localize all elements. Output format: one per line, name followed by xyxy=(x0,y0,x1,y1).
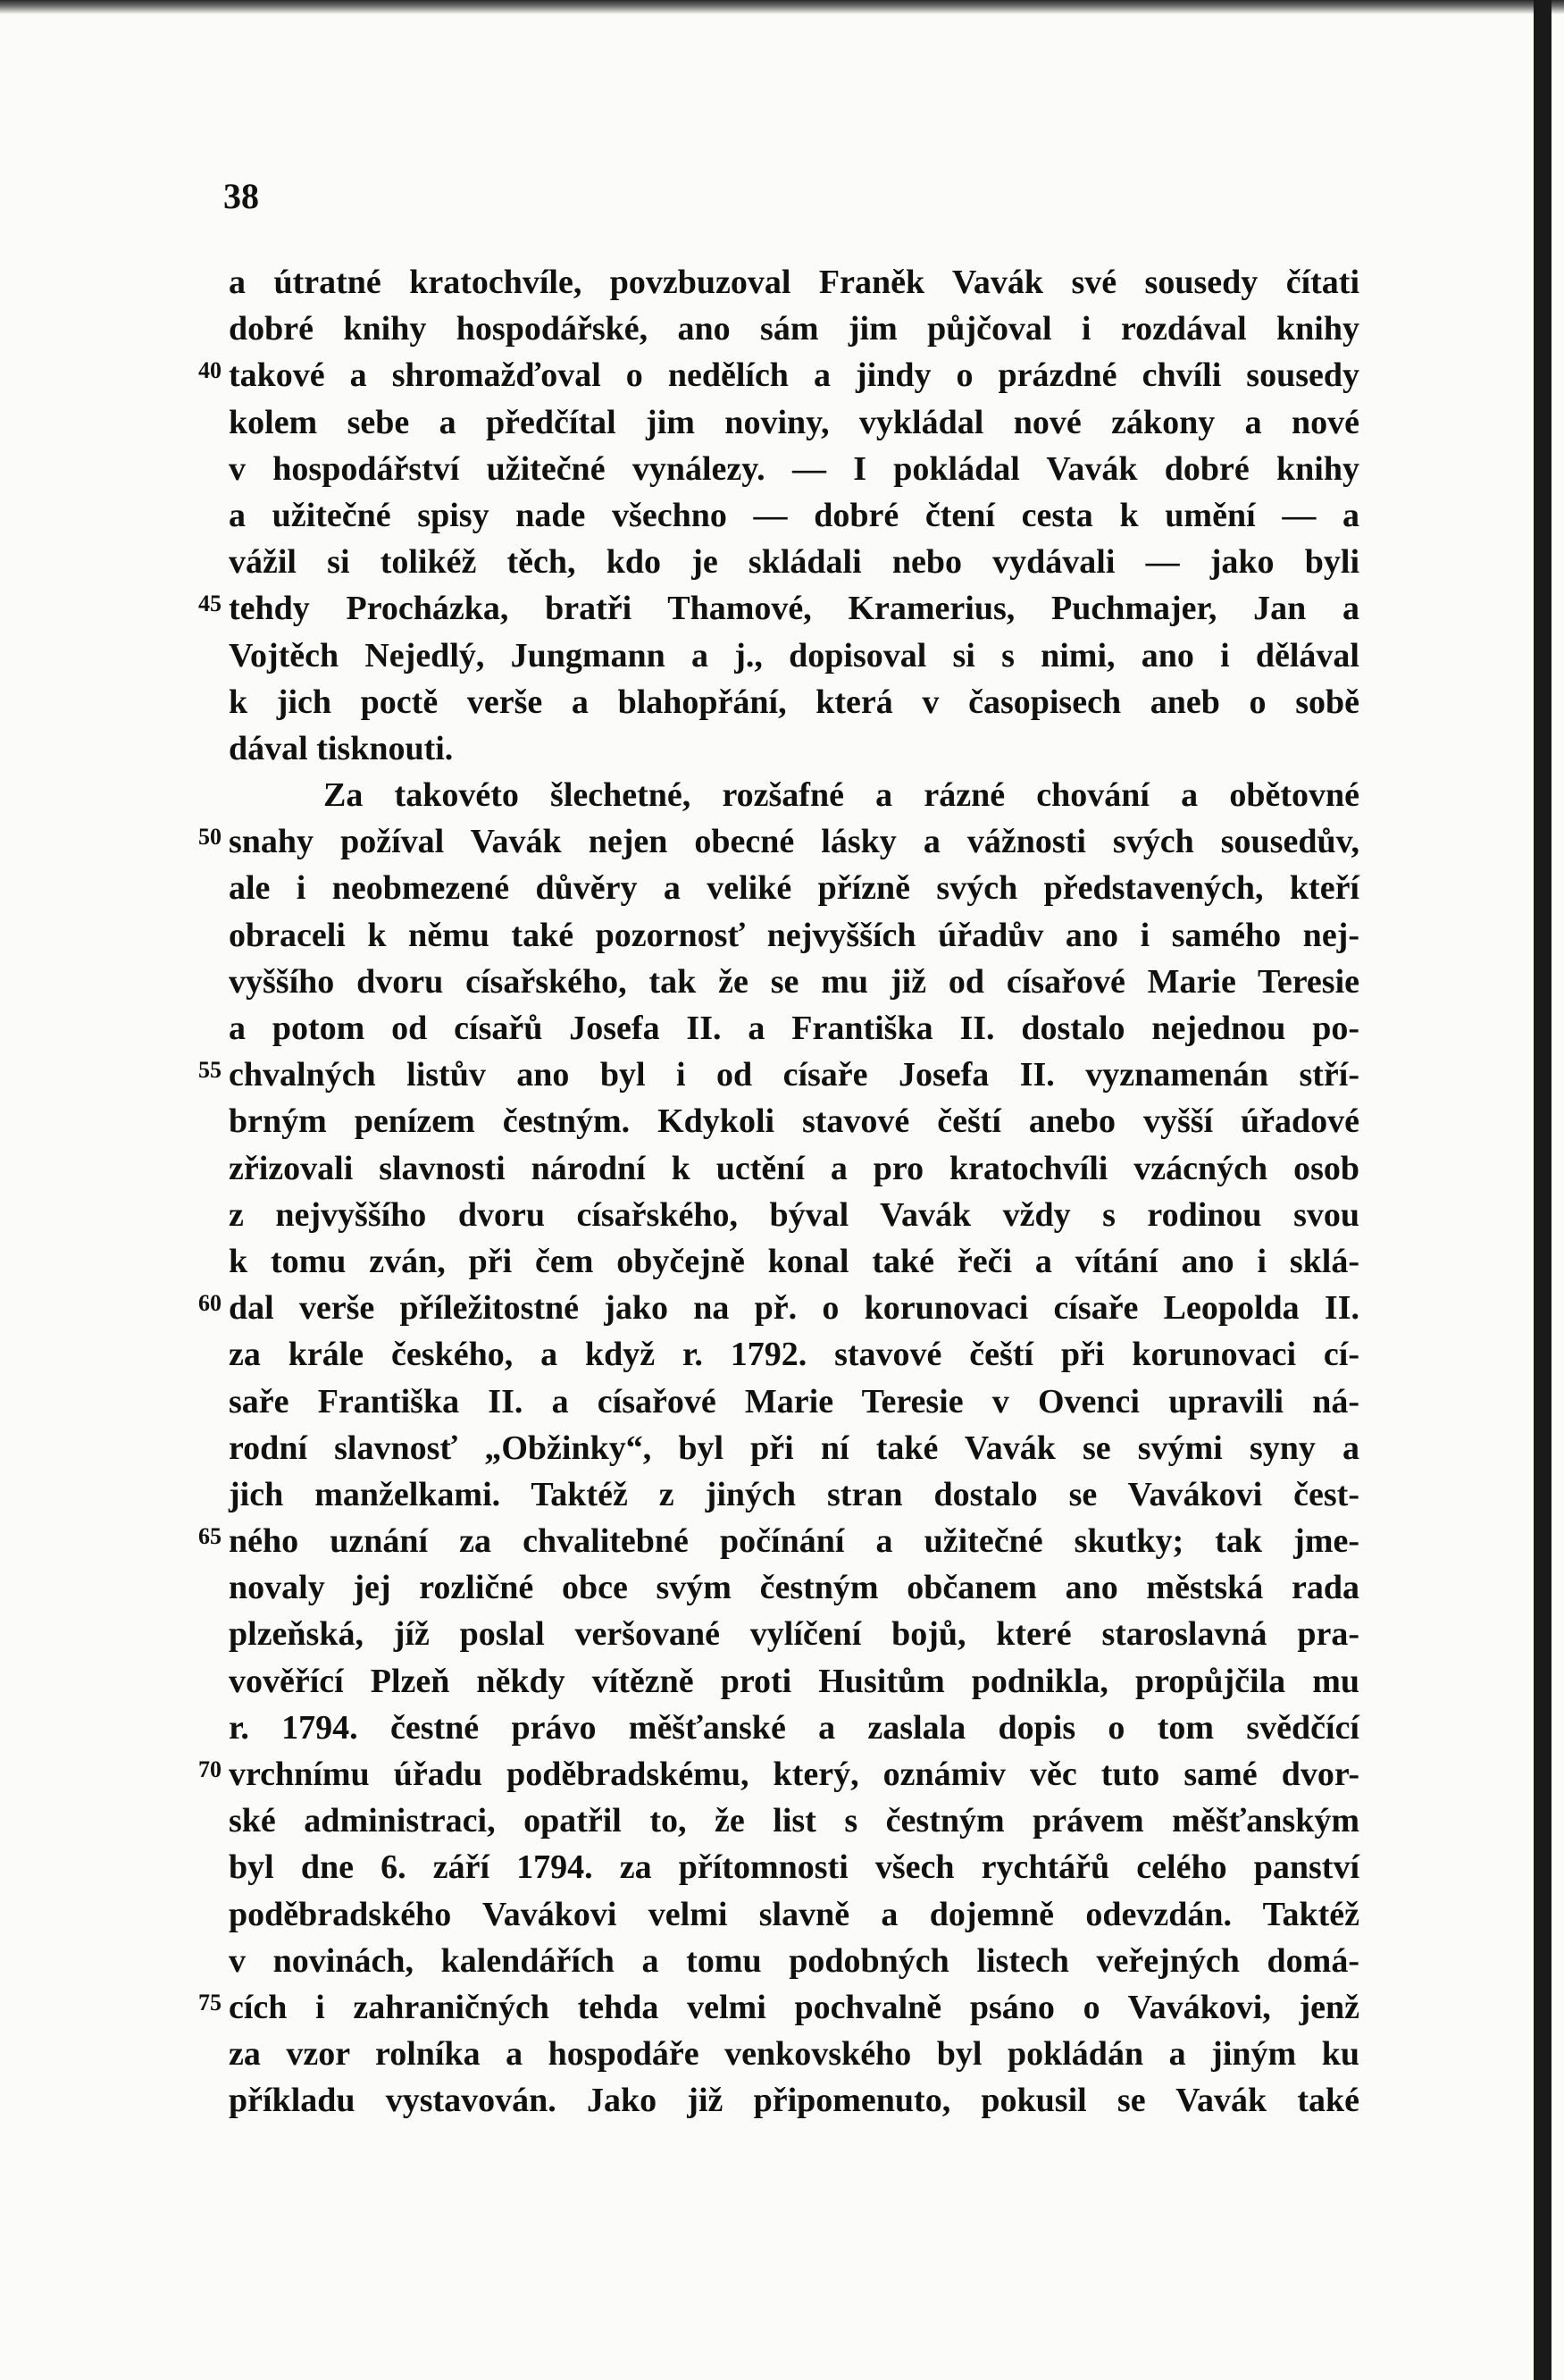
text-line xyxy=(229,772,1359,818)
line-number: 70 xyxy=(198,1756,222,1782)
line-text: tehdy Procházka, bratři Thamové, Kramerius, Puchmajer, Jan a xyxy=(229,590,1359,628)
line-text: vážil si tolikéž těch, kdo je skládali nebo vydávali — jako byli xyxy=(229,543,1359,582)
page-number: 38 xyxy=(223,176,259,216)
line-text: Vojtěch Nejedlý, Jungmann a j., dopisoval si s nimi, ano i dělával xyxy=(229,636,1359,675)
line-text: byl dne 6. září 1794. za přítomnosti všech rychtářů celého panství xyxy=(229,1848,1359,1887)
text-line xyxy=(229,1005,1359,1052)
text-line xyxy=(229,539,1359,585)
text-line xyxy=(198,352,1359,398)
line-text: k tomu zván, při čem obyčejně konal také řeči a vítání ano i sklá- xyxy=(229,1242,1359,1280)
text-line xyxy=(229,1705,1359,1751)
line-text: k jich poctě verše a blahopřání, která v časopisech aneb o sobě xyxy=(229,683,1359,721)
line-text: kolem sebe a předčítal jim noviny, vykládal nové zákony a nové xyxy=(229,403,1359,441)
line-text: dal verše příležitostné jako na př. o korunovaci císaře Leopolda II. xyxy=(229,1289,1359,1328)
line-number: 65 xyxy=(198,1523,222,1550)
text-line xyxy=(229,1938,1359,1984)
text-line xyxy=(229,1192,1359,1238)
text-line xyxy=(229,1611,1359,1657)
line-text: ného uznání za chvalitebné počínání a užitečné skutky; tak jme- xyxy=(229,1522,1359,1561)
line-text: cích i zahraničných tehda velmi pochvalně psáno o Vavákovi, jenž xyxy=(229,1988,1359,2026)
line-text: za vzor rolníka a hospodáře venkovského byl pokládán a jiným ku xyxy=(229,2035,1359,2074)
text-line xyxy=(229,1425,1359,1471)
line-number: 45 xyxy=(198,591,222,617)
line-text: za krále českého, a když r. 1792. stavové čeští při korunovaci cí- xyxy=(229,1336,1359,1374)
text-line xyxy=(229,1564,1359,1611)
text-line xyxy=(229,1145,1359,1192)
text-line xyxy=(229,1098,1359,1144)
scan-right-edge xyxy=(1534,0,1551,2380)
line-text: rodní slavnosť „Obžinky“, byl při ní také Vavák se svými syny a xyxy=(229,1429,1359,1467)
text-line xyxy=(198,1984,1359,2031)
text-line xyxy=(229,1844,1359,1890)
text-line xyxy=(229,2077,1359,2124)
line-text: jich manželkami. Taktéž z jiných stran dostalo se Vavákovi čest- xyxy=(229,1475,1359,1513)
text-line xyxy=(229,399,1359,446)
line-text: dobré knihy hospodářské, ano sám jim půjčoval i rozdával knihy xyxy=(229,310,1359,348)
line-text: v hospodářství užitečné vynálezy. — I pokládal Vavák dobré knihy xyxy=(229,449,1359,488)
line-text: plzeňská, jíž poslal veršované vylíčení bojů, které staroslavná pra- xyxy=(229,1615,1359,1654)
text-line xyxy=(229,446,1359,492)
line-text: novaly jej rozličné obce svým čestným občanem ano městská rada xyxy=(229,1569,1359,1607)
line-text: Za takovéto šlechetné, rozšafné a rázné chování a obětovné xyxy=(323,776,1359,815)
line-number: 75 xyxy=(198,1989,222,2015)
scan-top-edge xyxy=(0,0,1564,14)
text-line xyxy=(229,912,1359,959)
text-line xyxy=(229,679,1359,725)
text-line xyxy=(198,818,1359,865)
text-line xyxy=(229,1471,1359,1518)
text-line xyxy=(229,259,1359,306)
text-line xyxy=(198,1285,1359,1331)
line-text: vrchnímu úřadu poděbradskému, který, oznámiv věc tuto samé dvor- xyxy=(229,1756,1359,1793)
line-text: brným penízem čestným. Kdykoli stavové čeští anebo vyšší úřadové xyxy=(229,1102,1359,1141)
line-text: r. 1794. čestné právo měšťanské a zaslala dopis o tom svědčící xyxy=(229,1708,1359,1747)
text-line xyxy=(229,865,1359,911)
line-text: zřizovali slavnosti národní k uctění a pro kratochvíli vzácných osob xyxy=(229,1149,1359,1187)
text-line xyxy=(229,725,1359,772)
text-line xyxy=(229,1238,1359,1285)
text-line xyxy=(198,1751,1359,1798)
line-text: chvalných listův ano byl i od císaře Josefa II. vyznamenán stří- xyxy=(229,1056,1359,1094)
text-line xyxy=(229,1798,1359,1844)
line-text: poděbradského Vavákovi velmi slavně a dojemně odevzdán. Taktéž xyxy=(229,1895,1359,1933)
line-text: ské administraci, opatřil to, že list s čestným právem měšťanským xyxy=(229,1802,1359,1840)
text-line xyxy=(229,959,1359,1005)
line-text: saře Františka II. a císařové Marie Teresie v Ovenci upravili ná- xyxy=(229,1382,1359,1420)
line-number: 40 xyxy=(198,357,222,384)
text-line xyxy=(198,1518,1359,1564)
line-number: 50 xyxy=(198,824,222,851)
line-text: dával tisknouti. xyxy=(229,729,454,767)
line-text: z nejvyššího dvoru císařského, býval Vavák vždy s rodinou svou xyxy=(229,1195,1359,1234)
text-line xyxy=(229,633,1359,679)
line-text: příkladu vystavován. Jako již připomenuto, pokusil se Vavák také xyxy=(229,2082,1359,2120)
line-text: ale i neobmezené důvěry a veliké přízně svých představených, kteří xyxy=(229,869,1359,908)
text-line xyxy=(229,2031,1359,2077)
line-number: 60 xyxy=(198,1290,222,1317)
text-line xyxy=(198,585,1359,632)
line-text: vyššího dvoru císařského, tak že se mu již od císařové Marie Teresie xyxy=(229,962,1359,1001)
line-text: vověřící Plzeň někdy vítězně proti Husitům podnikla, propůjčila mu xyxy=(229,1662,1359,1700)
line-text: takové a shromažďoval o nedělích a jindy o prázdné chvíli sousedy xyxy=(229,356,1359,395)
text-line xyxy=(229,492,1359,539)
text-line xyxy=(229,1658,1359,1705)
line-text: v novinách, kalendářích a tomu podobných listech veřejných domá- xyxy=(229,1941,1359,1980)
text-line xyxy=(229,1331,1359,1378)
line-text: a užitečné spisy nade všechno — dobré čtení cesta k umění — a xyxy=(229,496,1359,534)
text-line xyxy=(198,1052,1359,1098)
text-line xyxy=(229,1891,1359,1938)
line-text: a potom od císařů Josefa II. a Františka II. dostalo nejednou po- xyxy=(229,1010,1359,1047)
line-text: a útratné kratochvíle, povzbuzoval Franěk Vavák své sousedy čítati xyxy=(229,264,1359,301)
text-line xyxy=(229,1379,1359,1425)
line-text: snahy požíval Vavák nejen obecné lásky a vážnosti svých sousedův, xyxy=(229,823,1359,861)
body-text xyxy=(198,259,1359,2124)
text-line xyxy=(229,306,1359,352)
line-number: 55 xyxy=(198,1057,222,1084)
line-text: obraceli k němu také pozornosť nejvyšších úřadův ano i samého nej- xyxy=(229,916,1359,954)
